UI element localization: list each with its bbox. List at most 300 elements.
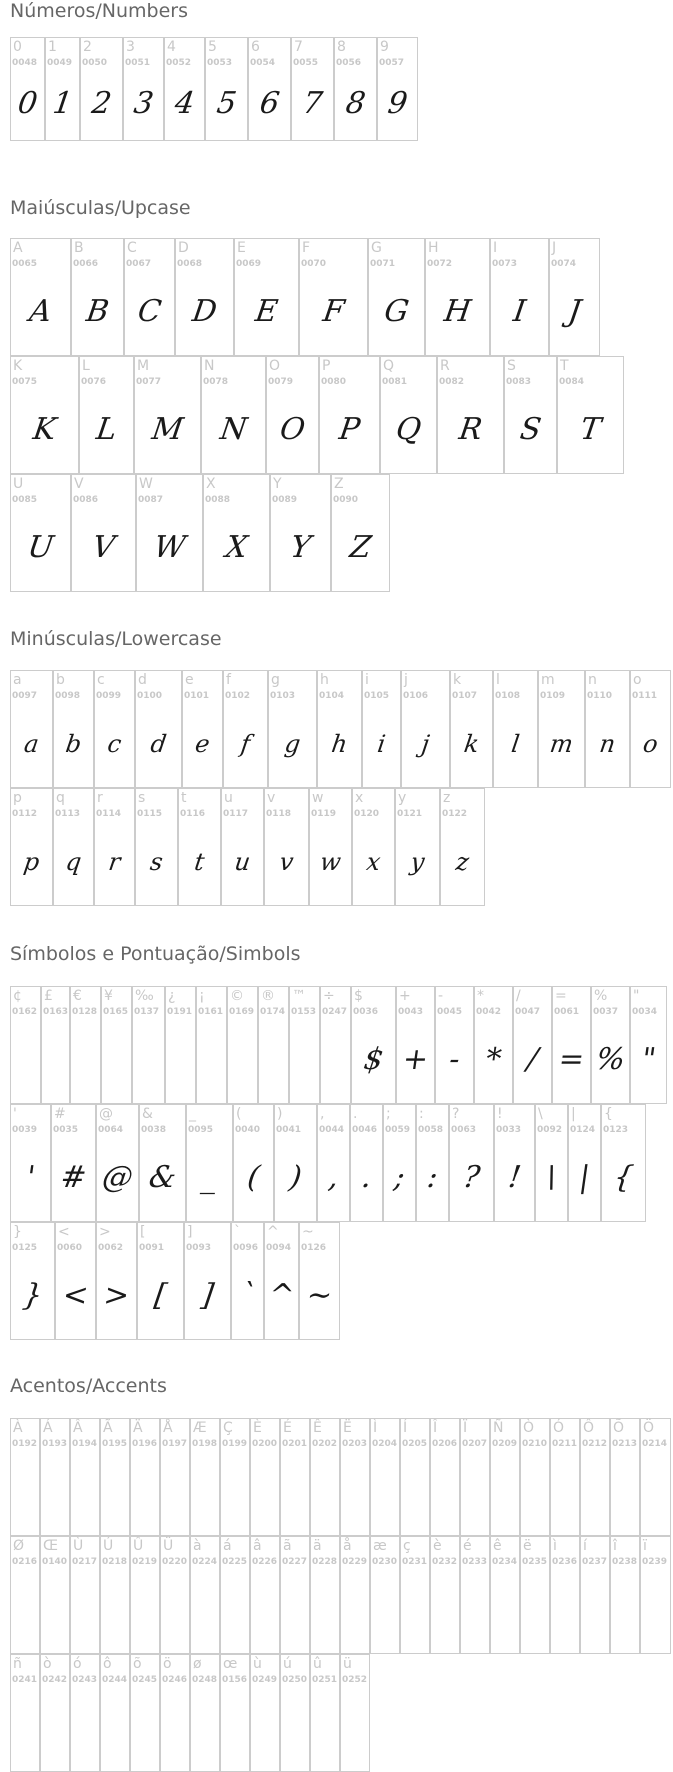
glyph-cell-0063 [449, 1104, 494, 1222]
glyph-cell-0041 [274, 1104, 317, 1222]
glyph-cell-0174 [258, 986, 289, 1104]
glyph-code-label: 0224 [192, 1557, 218, 1567]
glyph-char-label: 9 [380, 39, 389, 55]
glyph-cell-0246 [160, 1654, 190, 1772]
glyph-code-label: 0247 [322, 1007, 348, 1017]
glyph-code-label: 0249 [252, 1675, 278, 1685]
glyph-cell-0230 [370, 1536, 400, 1654]
glyph-char-label: * [477, 988, 484, 1004]
glyph-code-label: 0052 [166, 58, 192, 68]
glyph-code-label: 0065 [12, 259, 38, 269]
glyph-char-label: Ú [103, 1538, 114, 1554]
glyph-cell-0059 [383, 1104, 416, 1222]
glyph-cell-0218 [100, 1536, 130, 1654]
glyph-code-label: 0238 [612, 1557, 638, 1567]
glyph-char-label: ó [73, 1656, 82, 1672]
glyph-code-label: 0096 [233, 1243, 259, 1253]
glyph-sample: 8 [343, 86, 368, 121]
glyph-code-label: 0034 [632, 1007, 658, 1017]
glyph-cell-0064 [96, 1104, 139, 1222]
glyph-code-label: 0048 [12, 58, 38, 68]
glyph-code-label: 0231 [402, 1557, 428, 1567]
glyph-code-label: 0110 [587, 691, 613, 701]
glyph-code-label: 0071 [370, 259, 396, 269]
glyph-char-label: ú [283, 1656, 292, 1672]
glyph-cell-0108 [493, 670, 538, 788]
glyph-char-label: Ö [643, 1420, 655, 1436]
glyph-cell-0097 [10, 670, 53, 788]
glyph-char-label: Œ [43, 1538, 58, 1554]
glyph-sample: : [425, 1160, 441, 1195]
glyph-sample: R [456, 412, 485, 447]
glyph-code-label: 0118 [266, 809, 292, 819]
glyph-cell-0156 [220, 1654, 250, 1772]
glyph-char-label: T [560, 358, 569, 374]
glyph-char-label: = [555, 988, 567, 1004]
glyph-cell-0068 [175, 238, 234, 356]
glyph-cell-0048 [10, 37, 45, 141]
glyph-cell-0042 [474, 986, 513, 1104]
glyph-cell-0121 [395, 788, 440, 906]
glyph-cell-0228 [310, 1536, 340, 1654]
glyph-char-label: ø [193, 1656, 202, 1672]
glyph-cell-0163 [41, 986, 70, 1104]
glyph-char-label: t [181, 790, 187, 806]
glyph-sample: g [282, 730, 303, 758]
glyph-cell-0195 [100, 1418, 130, 1536]
glyph-char-label: Å [163, 1420, 173, 1436]
glyph-char-label: Ê [313, 1420, 322, 1436]
glyph-char-label: ê [493, 1538, 502, 1554]
glyph-cell-0198 [190, 1418, 220, 1536]
glyph-char-label: N [204, 358, 215, 374]
glyph-cell-0056 [334, 37, 377, 141]
glyph-cell-0084 [557, 356, 624, 474]
glyph-sample: O [277, 412, 308, 447]
glyph-code-label: 0120 [354, 809, 380, 819]
glyph-code-label: 0121 [397, 809, 423, 819]
glyph-code-label: 0035 [53, 1125, 79, 1135]
glyph-cell-0200 [250, 1418, 280, 1536]
glyph-char-label: y [398, 790, 407, 806]
glyph-sample: 5 [214, 86, 239, 121]
glyph-cell-0243 [70, 1654, 100, 1772]
glyph-cell-0140 [40, 1536, 70, 1654]
glyph-char-label: Ë [343, 1420, 352, 1436]
glyph-code-label: 0072 [427, 259, 453, 269]
glyph-char-label: é [463, 1538, 472, 1554]
glyph-code-label: 0250 [282, 1675, 308, 1685]
glyph-char-label: ñ [13, 1656, 22, 1672]
section-title-lowercase: Minúsculas/Lowercase [10, 628, 222, 650]
glyph-char-label: £ [44, 988, 53, 1004]
glyph-sample: ] [199, 1278, 216, 1313]
glyph-code-label: 0124 [570, 1125, 596, 1135]
glyph-code-label: 0055 [293, 58, 319, 68]
glyph-code-label: 0248 [192, 1675, 218, 1685]
glyph-char-label: ü [343, 1656, 352, 1672]
glyph-sample: { [611, 1160, 636, 1195]
glyph-char-label: ¢ [13, 988, 22, 1004]
glyph-code-label: 0202 [312, 1439, 338, 1449]
glyph-char-label: Æ [193, 1420, 207, 1436]
glyph-cell-0074 [549, 238, 600, 356]
glyph-sample: 0 [15, 86, 40, 121]
glyph-cell-0040 [233, 1104, 274, 1222]
glyph-cell-0252 [340, 1654, 370, 1772]
glyph-sample: 6 [257, 86, 282, 121]
glyph-char-label: ù [253, 1656, 262, 1672]
glyph-char-label: m [541, 672, 555, 688]
glyph-code-label: 0112 [12, 809, 38, 819]
glyph-code-label: 0226 [252, 1557, 278, 1567]
glyph-cell-0247 [320, 986, 351, 1104]
glyph-char-label: X [206, 476, 216, 492]
glyph-sample: o [641, 730, 660, 758]
glyph-code-label: 0243 [72, 1675, 98, 1685]
glyph-code-label: 0086 [73, 495, 99, 505]
glyph-sample: C [135, 294, 164, 329]
glyph-sample: h [329, 730, 350, 758]
glyph-char-label: M [137, 358, 150, 374]
glyph-code-label: 0097 [12, 691, 38, 701]
glyph-sample: ~ [304, 1278, 335, 1313]
glyph-code-label: 0081 [382, 377, 408, 387]
glyph-cell-0105 [362, 670, 401, 788]
glyph-cell-0124 [568, 1104, 601, 1222]
glyph-code-label: 0244 [102, 1675, 128, 1685]
glyph-cell-0217 [70, 1536, 100, 1654]
glyph-code-label: 0077 [136, 377, 162, 387]
glyph-cell-0045 [435, 986, 474, 1104]
glyph-code-label: 0156 [222, 1675, 248, 1685]
glyph-cell-0161 [196, 986, 227, 1104]
glyph-char-label: ã [283, 1538, 292, 1554]
glyph-code-label: 0239 [642, 1557, 668, 1567]
glyph-char-label: Q [383, 358, 395, 374]
glyph-code-label: 0213 [612, 1439, 638, 1449]
glyph-cell-0060 [55, 1222, 96, 1340]
glyph-char-label: | [571, 1106, 576, 1122]
glyph-code-label: 0107 [452, 691, 478, 701]
glyph-code-label: 0037 [593, 1007, 619, 1017]
glyph-code-label: 0229 [342, 1557, 368, 1567]
glyph-sample: H [442, 294, 474, 329]
glyph-code-label: 0076 [81, 377, 107, 387]
glyph-code-label: 0230 [372, 1557, 398, 1567]
glyph-sample: k [462, 730, 481, 758]
glyph-char-label: q [56, 790, 65, 806]
glyph-cell-0210 [520, 1418, 550, 1536]
glyph-sample: q [63, 848, 84, 876]
glyph-cell-0233 [460, 1536, 490, 1654]
glyph-code-label: 0228 [312, 1557, 338, 1567]
glyph-cell-0212 [580, 1418, 610, 1536]
glyph-code-label: 0053 [207, 58, 233, 68]
glyph-cell-0193 [40, 1418, 70, 1536]
glyph-sample: K [30, 412, 59, 447]
glyph-char-label: j [404, 672, 408, 688]
glyph-cell-0100 [135, 670, 182, 788]
glyph-cell-0137 [132, 986, 165, 1104]
glyph-cell-0077 [134, 356, 201, 474]
glyph-code-label: 0057 [379, 58, 405, 68]
glyph-sample: . [359, 1160, 374, 1195]
glyph-code-label: 0085 [12, 495, 38, 505]
glyph-char-label: z [443, 790, 451, 806]
glyph-code-label: 0227 [282, 1557, 308, 1567]
glyph-char-label: ® [261, 988, 275, 1004]
glyph-sample: y [408, 848, 427, 876]
glyph-sample: < [60, 1278, 91, 1313]
glyph-cell-0079 [266, 356, 319, 474]
glyph-cell-0236 [550, 1536, 580, 1654]
glyph-char-label: í [583, 1538, 587, 1554]
glyph-code-label: 0204 [372, 1439, 398, 1449]
section-title-numbers: Números/Numbers [10, 0, 188, 22]
glyph-sample: U [25, 530, 56, 565]
glyph-cell-0117 [221, 788, 264, 906]
glyph-cell-0066 [71, 238, 124, 356]
glyph-char-label: E [237, 240, 246, 256]
glyph-code-label: 0040 [235, 1125, 261, 1135]
glyph-code-label: 0038 [141, 1125, 167, 1135]
glyph-cell-0086 [71, 474, 136, 592]
glyph-code-label: 0198 [192, 1439, 218, 1449]
glyph-code-label: 0094 [266, 1243, 292, 1253]
glyph-sample: * [483, 1042, 504, 1077]
glyph-cell-0219 [130, 1536, 160, 1654]
glyph-char-label: Á [43, 1420, 53, 1436]
glyph-char-label: ë [523, 1538, 532, 1554]
glyph-char-label: Ñ [493, 1420, 504, 1436]
glyph-sample: ; [392, 1160, 408, 1195]
glyph-sample: 3 [131, 86, 156, 121]
glyph-cell-0203 [340, 1418, 370, 1536]
glyph-code-label: 0200 [252, 1439, 278, 1449]
glyph-char-label: ] [187, 1224, 193, 1240]
glyph-code-label: 0058 [418, 1125, 444, 1135]
glyph-cell-0043 [396, 986, 435, 1104]
glyph-sample: ( [245, 1160, 262, 1195]
glyph-code-label: 0056 [336, 58, 362, 68]
glyph-code-label: 0083 [506, 377, 532, 387]
glyph-cell-0225 [220, 1536, 250, 1654]
glyph-char-label: ) [277, 1106, 283, 1122]
glyph-char-label: Û [133, 1538, 144, 1554]
glyph-code-label: 0111 [632, 691, 658, 701]
glyph-char-label: œ [223, 1656, 238, 1672]
glyph-sample: ' [23, 1160, 38, 1195]
glyph-cell-0055 [291, 37, 334, 141]
glyph-char-label: - [438, 988, 444, 1004]
glyph-code-label: 0123 [603, 1125, 629, 1135]
glyph-code-label: 0060 [57, 1243, 83, 1253]
glyph-sample: Y [288, 530, 313, 565]
glyph-char-label: 2 [83, 39, 92, 55]
glyph-cell-0118 [264, 788, 309, 906]
glyph-cell-0237 [580, 1536, 610, 1654]
glyph-sample: L [94, 412, 119, 447]
glyph-char-label: > [99, 1224, 111, 1240]
glyph-code-label: 0047 [515, 1007, 541, 1017]
glyph-char-label: + [399, 988, 411, 1004]
glyph-char-label: ¡ [199, 988, 205, 1004]
glyph-cell-0034 [630, 986, 667, 1104]
glyph-char-label: â [253, 1538, 262, 1554]
glyph-char-label: C [127, 240, 137, 256]
glyph-cell-0207 [460, 1418, 490, 1536]
glyph-sample: 1 [50, 86, 75, 121]
glyph-cell-0239 [640, 1536, 671, 1654]
glyph-char-label: F [302, 240, 311, 256]
glyph-code-label: 0245 [132, 1675, 158, 1685]
glyph-code-label: 0066 [73, 259, 99, 269]
glyph-char-label: O [269, 358, 281, 374]
glyph-code-label: 0116 [180, 809, 206, 819]
glyph-sample: V [90, 530, 117, 565]
glyph-char-label: J [552, 240, 557, 256]
glyph-code-label: 0084 [559, 377, 585, 387]
glyph-char-label: Ã [103, 1420, 113, 1436]
glyph-code-label: 0074 [551, 259, 577, 269]
glyph-cell-0235 [520, 1536, 550, 1654]
glyph-char-label: Î [433, 1420, 438, 1436]
glyph-char-label: 6 [251, 39, 260, 55]
glyph-code-label: 0246 [162, 1675, 188, 1685]
glyph-code-label: 0241 [12, 1675, 38, 1685]
glyph-cell-0110 [585, 670, 630, 788]
glyph-cell-0107 [450, 670, 493, 788]
glyph-char-label: _ [189, 1106, 196, 1122]
glyph-cell-0050 [80, 37, 123, 141]
glyph-char-label: l [496, 672, 500, 688]
glyph-sample: p [21, 848, 42, 876]
glyph-cell-0209 [490, 1418, 520, 1536]
glyph-cell-0075 [10, 356, 79, 474]
glyph-code-label: 0108 [495, 691, 521, 701]
glyph-char-label: % [594, 988, 608, 1004]
glyph-char-label: Ì [373, 1420, 378, 1436]
glyph-cell-0095 [186, 1104, 233, 1222]
glyph-cell-0111 [630, 670, 671, 788]
glyph-cell-0165 [101, 986, 132, 1104]
glyph-code-label: 0089 [272, 495, 298, 505]
glyph-char-label: / [516, 988, 521, 1004]
glyph-char-label: a [13, 672, 22, 688]
glyph-cell-0214 [640, 1418, 671, 1536]
glyph-cell-0244 [100, 1654, 130, 1772]
glyph-char-label: ì [553, 1538, 557, 1554]
glyph-char-label: [ [140, 1224, 146, 1240]
glyph-cell-0199 [220, 1418, 250, 1536]
glyph-code-label: 0042 [476, 1007, 502, 1017]
glyph-sample: d [148, 730, 169, 758]
glyph-sample: ) [287, 1160, 304, 1195]
glyph-sample: n [597, 730, 618, 758]
glyph-sample: ^ [266, 1278, 297, 1313]
glyph-code-label: 0233 [462, 1557, 488, 1567]
glyph-sample: ` [237, 1278, 258, 1313]
glyph-cell-0104 [317, 670, 362, 788]
glyph-code-label: 0126 [301, 1243, 327, 1253]
glyph-code-label: 0050 [82, 58, 108, 68]
glyph-sample: r [106, 848, 123, 876]
glyph-char-label: à [193, 1538, 202, 1554]
glyph-cell-0122 [440, 788, 485, 906]
glyph-code-label: 0212 [582, 1439, 608, 1449]
glyph-char-label: { [604, 1106, 613, 1122]
glyph-cell-0120 [352, 788, 395, 906]
glyph-cell-0202 [310, 1418, 340, 1536]
glyph-sample: [ [152, 1278, 169, 1313]
glyph-code-label: 0105 [364, 691, 390, 701]
glyph-sample: $ [361, 1042, 386, 1077]
glyph-code-label: 0220 [162, 1557, 188, 1567]
glyph-code-label: 0251 [312, 1675, 338, 1685]
glyph-code-label: 0104 [319, 691, 345, 701]
glyph-cell-0098 [53, 670, 94, 788]
glyph-sample: Z [347, 530, 374, 565]
glyph-code-label: 0207 [462, 1439, 488, 1449]
glyph-cell-0216 [10, 1536, 40, 1654]
glyph-cell-0119 [309, 788, 352, 906]
glyph-char-label: ^ [267, 1224, 279, 1240]
glyph-char-label: Í [403, 1420, 408, 1436]
glyph-cell-0249 [250, 1654, 280, 1772]
glyph-cell-0036 [351, 986, 396, 1104]
glyph-char-label: : [419, 1106, 424, 1122]
glyph-sample: 7 [300, 86, 325, 121]
glyph-cell-0091 [137, 1222, 184, 1340]
glyph-sample: X [223, 530, 250, 565]
glyph-cell-0057 [377, 37, 418, 141]
glyph-code-label: 0103 [270, 691, 296, 701]
glyph-char-label: É [283, 1420, 292, 1436]
glyph-char-label: î [613, 1538, 617, 1554]
glyph-code-label: 0232 [432, 1557, 458, 1567]
glyph-code-label: 0217 [72, 1557, 98, 1567]
glyph-code-label: 0191 [167, 1007, 193, 1017]
glyph-cell-0083 [504, 356, 557, 474]
glyph-code-label: 0080 [321, 377, 347, 387]
glyph-code-label: 0046 [352, 1125, 378, 1135]
section-title-upcase: Maiúsculas/Upcase [10, 197, 191, 219]
glyph-char-label: ( [236, 1106, 242, 1122]
glyph-char-label: V [74, 476, 84, 492]
glyph-char-label: ; [386, 1106, 391, 1122]
glyph-sample: s [148, 848, 165, 876]
glyph-char-label: W [139, 476, 153, 492]
glyph-cell-0089 [270, 474, 331, 592]
glyph-char-label: È [253, 1420, 262, 1436]
glyph-cell-0153 [289, 986, 320, 1104]
glyph-cell-0211 [550, 1418, 580, 1536]
glyph-code-label: 0242 [42, 1675, 68, 1685]
section-title-symbols: Símbolos e Pontuação/Simbols [10, 943, 301, 965]
glyph-cell-0070 [299, 238, 368, 356]
glyph-code-label: 0073 [492, 259, 518, 269]
glyph-code-label: 0195 [102, 1439, 128, 1449]
glyph-code-label: 0162 [12, 1007, 38, 1017]
glyph-char-label: p [13, 790, 22, 806]
glyph-sample: P [337, 412, 363, 447]
glyph-char-label: æ [373, 1538, 387, 1554]
glyph-cell-0081 [380, 356, 437, 474]
glyph-sample: + [400, 1042, 431, 1077]
glyph-cell-0201 [280, 1418, 310, 1536]
glyph-code-label: 0045 [437, 1007, 463, 1017]
